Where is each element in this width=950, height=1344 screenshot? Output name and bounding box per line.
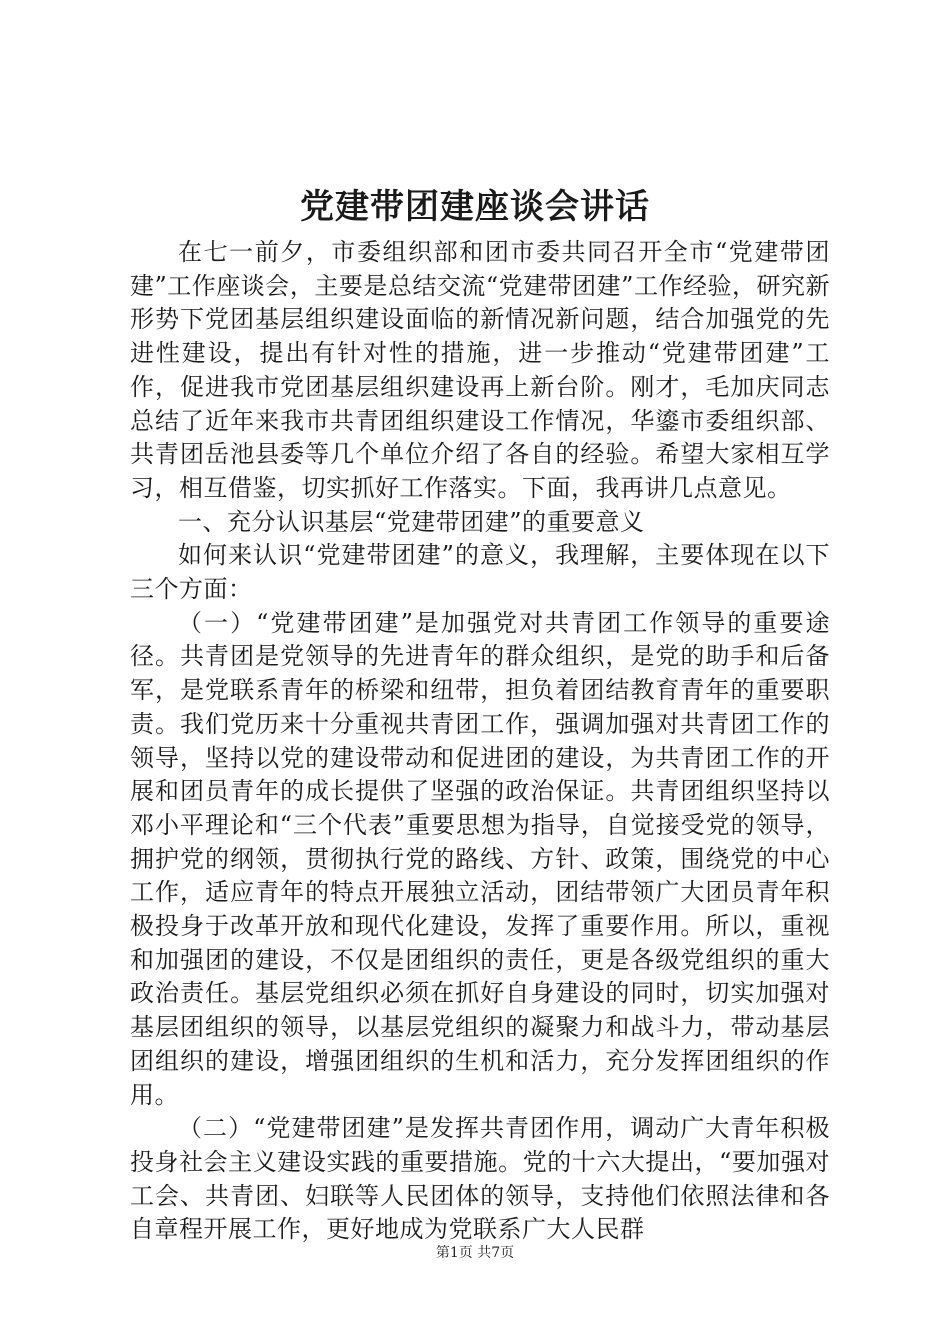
paragraph-point-one: （一）“党建带团建”是加强党对共青团工作领导的重要途径。共青团是党领导的先进青年的群众组织，是党的助手和后备军，是党联系青年的桥梁和纽带，担负着团结教育青年的重要职责。我们党历来十分重视共青团工作，强调加强对共青团工作的领导，坚持以党的建设带动和促进团的建设，为共青团工作的开展和团员青年的成长提供了坚强的政治保证。共青团组织坚持以邓小平理论和“三个代表”重要思想为指导，自觉接受党的领导，拥护党的纲领，贯彻执行党的路线、方针、政策，围绕党的中心工作，适应青年的特点开展独立活动，团结带领广大团员青年积极投身于改革开放和现代化建设，发挥了重要作用。所以，重视和加强团的建设，不仅是团组织的责任，更是各级党组织的重大政治责任。基层党组织必须在抓好自身建设的同时，切实加强对基层团组织的领导，以基层党组织的凝聚力和战斗力，带动基层团组织的建设，增强团组织的生机和活力，充分发挥团组织的作用。	[130, 608, 830, 1109]
paragraph-intro: 在七一前夕，市委组织部和团市委共同召开全市“党建带团建”工作座谈会，主要是总结交流“党建带团建”工作经验，研究新形势下党团基层组织建设面临的新情况新问题，结合加强党的先进性建设，提出有针对性的措施，进一步推动“党建带团建”工作，促进我市党团基层组织建设再上新台阶。刚才，毛加庆同志总结了近年来我市共青团组织建设工作情况，华鎏市委组织部、共青团岳池县委等几个单位介绍了各自的经验。希望大家相互学习，相互借鉴，切实抓好工作落实。下面，我再讲几点意见。	[130, 238, 830, 502]
document-title: 党建带团建座谈会讲话	[300, 187, 650, 227]
document-body	[130, 236, 830, 1247]
paragraph-significance: 如何来认识“党建带团建”的意义，我理解，主要体现在以下三个方面：	[130, 541, 830, 604]
page-number: 第1页 共7页	[435, 1245, 515, 1261]
section-heading-one: 一、充分认识基层“党建带团建”的重要意义	[178, 507, 645, 536]
paragraph-point-two: （二）“党建带团建”是发挥共青团作用，调动广大青年积极投身社会主义建设实践的重要措施。党的十六大提出，“要加强对工会、共青团、妇联等人民团体的领导，支持他们依照法律和各自章程开展工作，更好地成为党联系广大人民群	[130, 1114, 830, 1244]
